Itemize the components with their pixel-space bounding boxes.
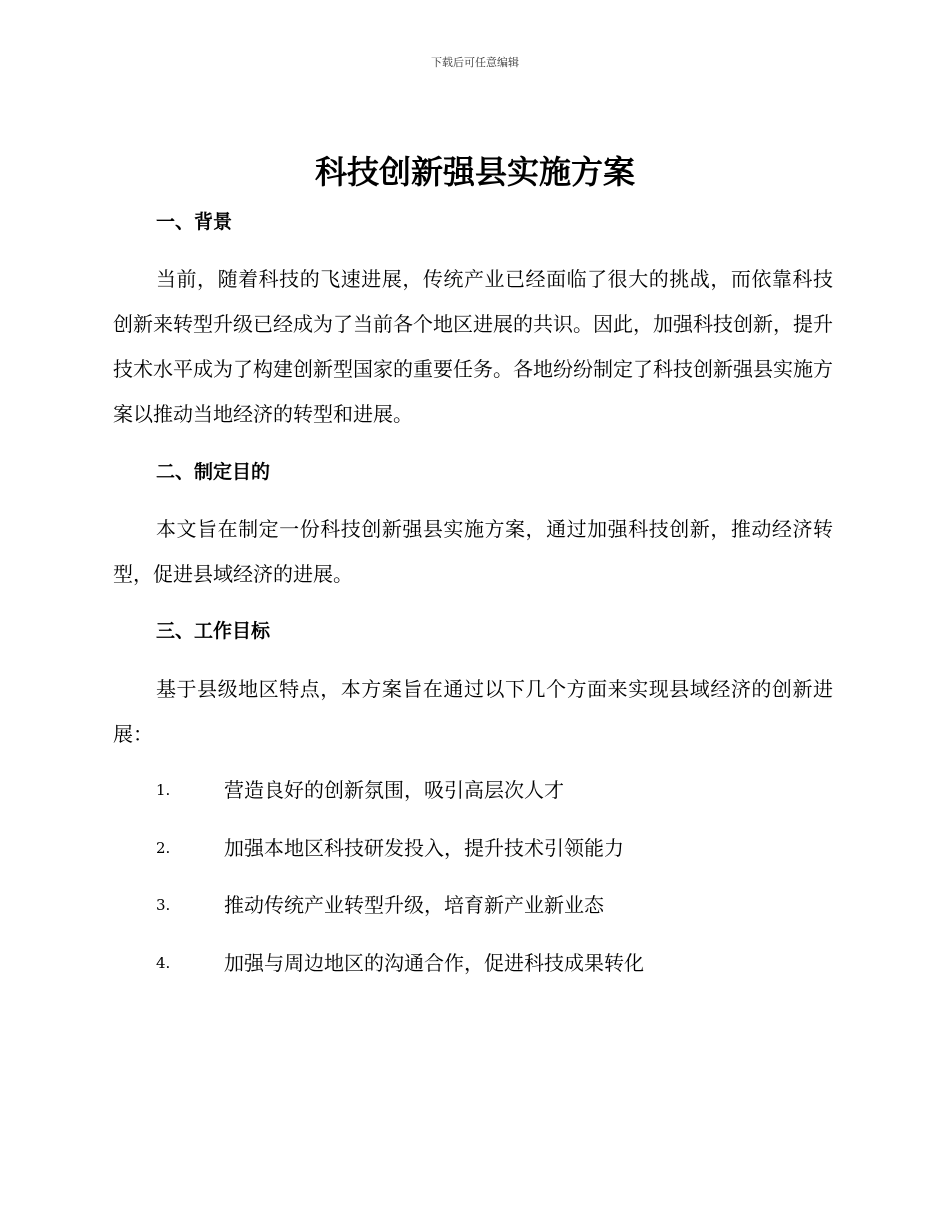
list-item: [156, 833, 836, 863]
section-heading-goals: 三、工作目标: [156, 620, 271, 642]
section-paragraph-purpose: 本文旨在制定一份科技创新强县实施方案，通过加强科技创新，推动经济转型，促进县域经济的进展。: [113, 517, 833, 586]
list-item-text: 推动传统产业转型升级，培育新产业新业态: [224, 893, 604, 917]
section-heading-background: 一、背景: [156, 211, 233, 233]
list-item-number: 4.: [156, 954, 171, 972]
section-heading-purpose: 二、制定目的: [156, 461, 271, 483]
list-item-text: 加强本地区科技研发投入，提升技术引领能力: [224, 836, 624, 860]
list-item: [156, 948, 836, 978]
section-paragraph-goals: 基于县级地区特点，本方案旨在通过以下几个方面来实现县域经济的创新进展：: [113, 677, 833, 746]
section-paragraph-background: 当前，随着科技的飞速进展，传统产业已经面临了很大的挑战，而依靠科技创新来转型升级已经成为了当前各个地区进展的共识。因此，加强科技创新，提升技术水平成为了构建创新型国家的重要任务。各地纷纷制定了科技创新强县实施方案以推动当地经济的转型和进展。: [113, 267, 833, 426]
list-item-number: 2.: [156, 839, 171, 857]
document-title: 科技创新强县实施方案: [314, 153, 635, 191]
list-item: [156, 890, 836, 920]
list-item-text: 加强与周边地区的沟通合作，促进科技成果转化: [224, 951, 644, 975]
list-item-number: 1.: [156, 781, 171, 799]
page-header-note: 下载后可任意编辑: [431, 56, 519, 69]
list-item: [156, 775, 836, 805]
list-item-number: 3.: [156, 896, 171, 914]
list-item-text: 营造良好的创新氛围，吸引高层次人才: [224, 778, 564, 802]
